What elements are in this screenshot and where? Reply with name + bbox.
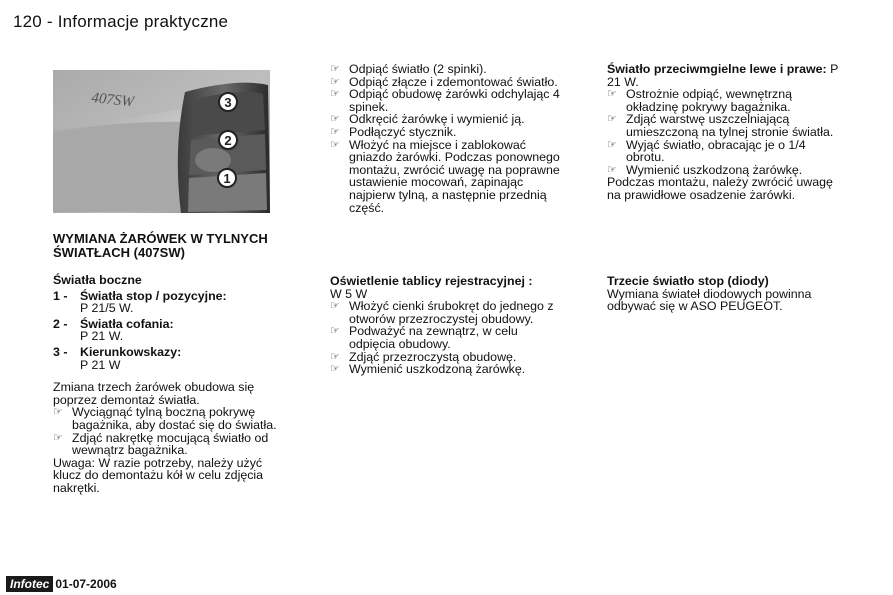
instruction-bullet: ☞ Odpiąć obudowę żarówki odchylając 4 spinek.: [330, 88, 564, 113]
bulb-label: Światła stop / pozycyjne:: [80, 288, 227, 303]
section-heading: Oświetlenie tablicy rejestracyjnej :: [330, 274, 533, 288]
instruction-bullet: ☞ Podważyć na zewnątrz, w celu odpięcia obudowy.: [330, 325, 564, 350]
bulb-number: 1 -: [53, 288, 68, 303]
page-title: Informacje praktyczne: [57, 12, 229, 31]
fog-light-heading: [607, 63, 841, 88]
instruction-bullet: ☞ Zdjąć przezroczystą obudowę.: [330, 351, 564, 364]
bulb-value: P 21/5 W.: [80, 301, 134, 316]
section-heading: Światło przeciwmgielne lewe i prawe:: [607, 62, 827, 76]
note-text: Uwaga: W razie potrzeby, należy użyć klucz do demontażu kół w celu zdjęcia nakrętki.: [53, 455, 264, 495]
tail-lamp-illustration: [53, 70, 270, 213]
callout-2-label: 2: [224, 133, 232, 148]
bulb-number: 3 -: [53, 344, 68, 359]
callout-1: [218, 169, 236, 187]
column-3-lower: [607, 275, 841, 313]
brand-logo: Infotec: [6, 576, 53, 592]
bulb-list: [53, 290, 288, 372]
callout-3-label: 3: [224, 95, 232, 110]
body-text: Wymiana świateł diodowych powinna odbywać się w ASO PEUGEOT.: [607, 286, 812, 314]
column-3: [607, 63, 841, 202]
page-header: [13, 12, 228, 32]
subheading: Światła boczne: [53, 273, 142, 287]
bulb-label: Kierunkowskazy:: [80, 344, 182, 359]
callout-1-label: 1: [223, 171, 231, 186]
section-heading: WYMIANA ŻARÓWEK W TYLNYCH ŚWIATŁACH (407SW): [53, 231, 268, 260]
bulb-value: P 21 W.: [80, 329, 124, 344]
bulb-value: P 21 W.: [607, 62, 839, 89]
bulb-value: W 5 W: [330, 286, 368, 301]
bulb-label: Światła cofania:: [80, 316, 174, 331]
bulb-item: [53, 346, 288, 359]
footer: [6, 576, 117, 592]
footer-date: 01-07-2006: [55, 577, 117, 591]
instruction-bullet: ☞ Wyciągnąć tylną boczną pokrywę bagażnika, aby dostać się do światła.: [53, 406, 288, 431]
section-heading: Trzecie światło stop (diody): [607, 274, 769, 288]
instruction-bullet: ☞ Zdjąć nakrętkę mocującą światło od wewnątrz bagażnika.: [53, 432, 288, 457]
instruction-bullet: ☞ Podłączyć stycznik.: [330, 126, 564, 139]
instruction-bullet: ☞ Ostrożnie odpiąć, wewnętrzną okładzinę pokrywy bagażnika.: [607, 88, 841, 113]
column-2-lower: [330, 275, 564, 376]
bulb-number: 2 -: [53, 316, 68, 331]
intro-text: Zmiana trzech żarówek obudowa się poprzez demontaż światła.: [53, 380, 255, 407]
instruction-bullet: ☞ Włożyć na miejsce i zablokować gniazdo żarówki. Podczas ponownego montażu, zwrócić uwagę na poprawne ustawienie mocowań, zapinając najpierw tylną, a następnie przednią część.: [330, 139, 564, 215]
callout-3: [219, 93, 237, 111]
instruction-bullet: ☞ Wymienić uszkodzoną żarówkę.: [607, 164, 841, 177]
column-1: [53, 232, 288, 495]
tail-lamp-photo: [53, 70, 270, 213]
page-number: 120: [13, 12, 42, 31]
instruction-bullet: ☞ Włożyć cienki śrubokręt do jednego z otworów przezroczystej obudowy.: [330, 300, 564, 325]
instruction-bullet: ☞ Wyjąć światło, obracając je o 1/4 obrotu.: [607, 139, 841, 164]
instruction-bullet: ☞ Zdjąć warstwę uszczelniającą umieszczoną na tylnej stronie światła.: [607, 113, 841, 138]
note-text: Podczas montażu, należy zwrócić uwagę na prawidłowe osadzenie żarówki.: [607, 175, 833, 202]
header-separator: -: [46, 12, 53, 31]
callout-2: [219, 131, 237, 149]
instruction-bullet: ☞ Odkręcić żarówkę i wymienić ją.: [330, 113, 564, 126]
instruction-bullet: ☞ Odpiąć światło (2 spinki).: [330, 63, 564, 76]
model-badge: 407SW: [90, 90, 135, 111]
column-2: [330, 63, 564, 214]
instruction-bullet: ☞ Wymienić uszkodzoną żarówkę.: [330, 363, 564, 376]
instruction-bullet: ☞ Odpiąć złącze i zdemontować światło.: [330, 76, 564, 89]
bulb-value: P 21 W: [80, 357, 121, 372]
